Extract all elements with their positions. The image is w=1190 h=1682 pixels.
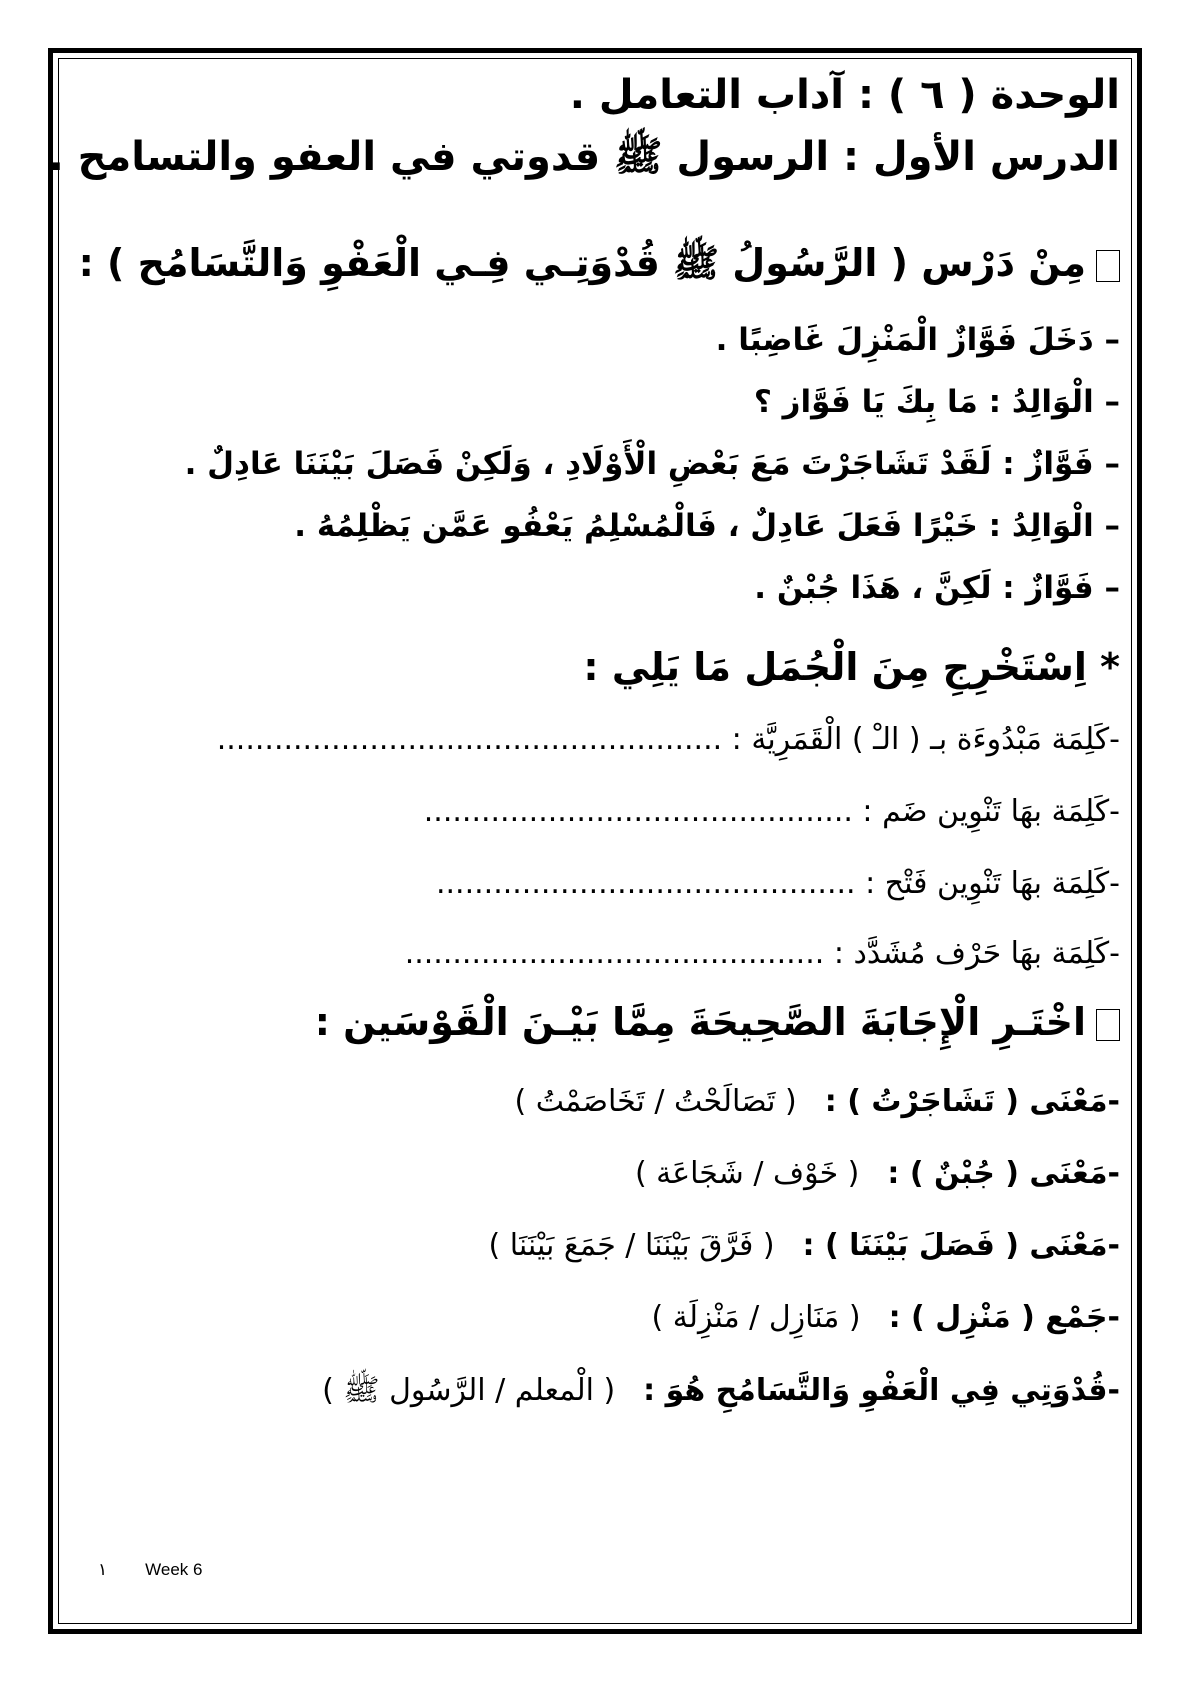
extract-item: -كَلِمَة بهَا حَرْف مُشَدَّد : ............................................ [404,936,1120,971]
extract-item: -كَلِمَة مَبْدُوءَة بـ ( الـْ ) الْقَمَرِيَّة : ..................................................... [216,722,1120,757]
extract-item: -كَلِمَة بهَا تَنْوِين فَتْح : ............................................ [435,866,1120,901]
page-footer [98,1560,240,1580]
lesson-title: الدرس الأول : الرسول ﷺ قدوتي في العفو والتسامح . [48,134,1120,180]
choice-question [514,1084,1120,1119]
choice-label: -جَمْع ( مَنْزِل ) : [888,1300,1120,1335]
choice-options: ( الْمعلم / الرَّسُول ﷺ ) [322,1373,616,1408]
choice-label: -مَعْنَى ( تَشَاجَرْتُ ) : [824,1084,1120,1119]
extract-item: -كَلِمَة بهَا تَنْوِين ضَم : ............................................. [423,794,1120,829]
choice-question [322,1372,1120,1415]
week-label: Week 6 [145,1560,203,1579]
story-line: – فَوَّازٌ : لَقَدْ تَشَاجَرْتَ مَعَ بَعْضِ الْأَوْلَادِ ، وَلَكِنْ فَصَلَ بَيْنَنَا عَادِلٌ . [184,446,1120,482]
choice-options: ( فَرَّقَ بَيْنَنَا / جَمَعَ بَيْنَنَا ) [488,1228,775,1263]
choice-label: -مَعْنَى ( جُبْنٌ ) : [887,1156,1120,1191]
choice-options: ( خَوْف / شَجَاعَة ) [634,1156,860,1191]
choose-heading [315,1000,1120,1044]
choice-options: ( تَصَالَحْتُ / تَخَاصَمْتُ ) [514,1084,797,1119]
choice-question [652,1300,1121,1335]
story-line: – فَوَّازٌ : لَكِنَّ ، هَذَا جُبْنٌ . [754,570,1120,606]
story-line: – دَخَلَ فَوَّازٌ الْمَنْزِلَ غَاضِبًا . [715,322,1120,358]
story-heading [79,240,1120,295]
choose-heading-text: اخْتَـرِ الْإِجَابَةَ الصَّحِيحَةَ مِمَّا بَيْـنَ الْقَوْسَين : [314,1000,1086,1044]
story-heading-text: مِنْ دَرْس ( الرَّسُولُ ﷺ قُدْوَتِـي فِـي الْعَفْوِ وَالتَّسَامُح ) : [78,241,1086,285]
choice-label: -مَعْنَى ( فَصَلَ بَيْنَنَا ) : [802,1228,1120,1263]
story-line: – الْوَالِدُ : خَيْرًا فَعَلَ عَادِلٌ ، فَالْمُسْلِمُ يَعْفُو عَمَّن يَظْلِمُهُ . [294,508,1120,544]
checkbox-icon [1096,250,1120,282]
story-line: – الْوَالِدُ : مَا بِكَ يَا فَوَّاز ؟ [753,384,1120,420]
page-number: ١ [98,1560,108,1579]
unit-title: الوحدة ( ٦ ) : آداب التعامل . [569,72,1120,118]
checkbox-icon [1096,1009,1120,1041]
extract-heading: * اِسْتَخْرِجِ مِنَ الْجُمَل مَا يَلِي : [583,645,1120,689]
choice-options: ( مَنَازِل / مَنْزِلَة ) [651,1300,861,1335]
choice-question [488,1228,1120,1263]
choice-label: -قُدْوَتِي فِي الْعَفْوِ وَالتَّسَامُحِ هُوَ : [643,1373,1120,1408]
choice-question [635,1156,1120,1191]
